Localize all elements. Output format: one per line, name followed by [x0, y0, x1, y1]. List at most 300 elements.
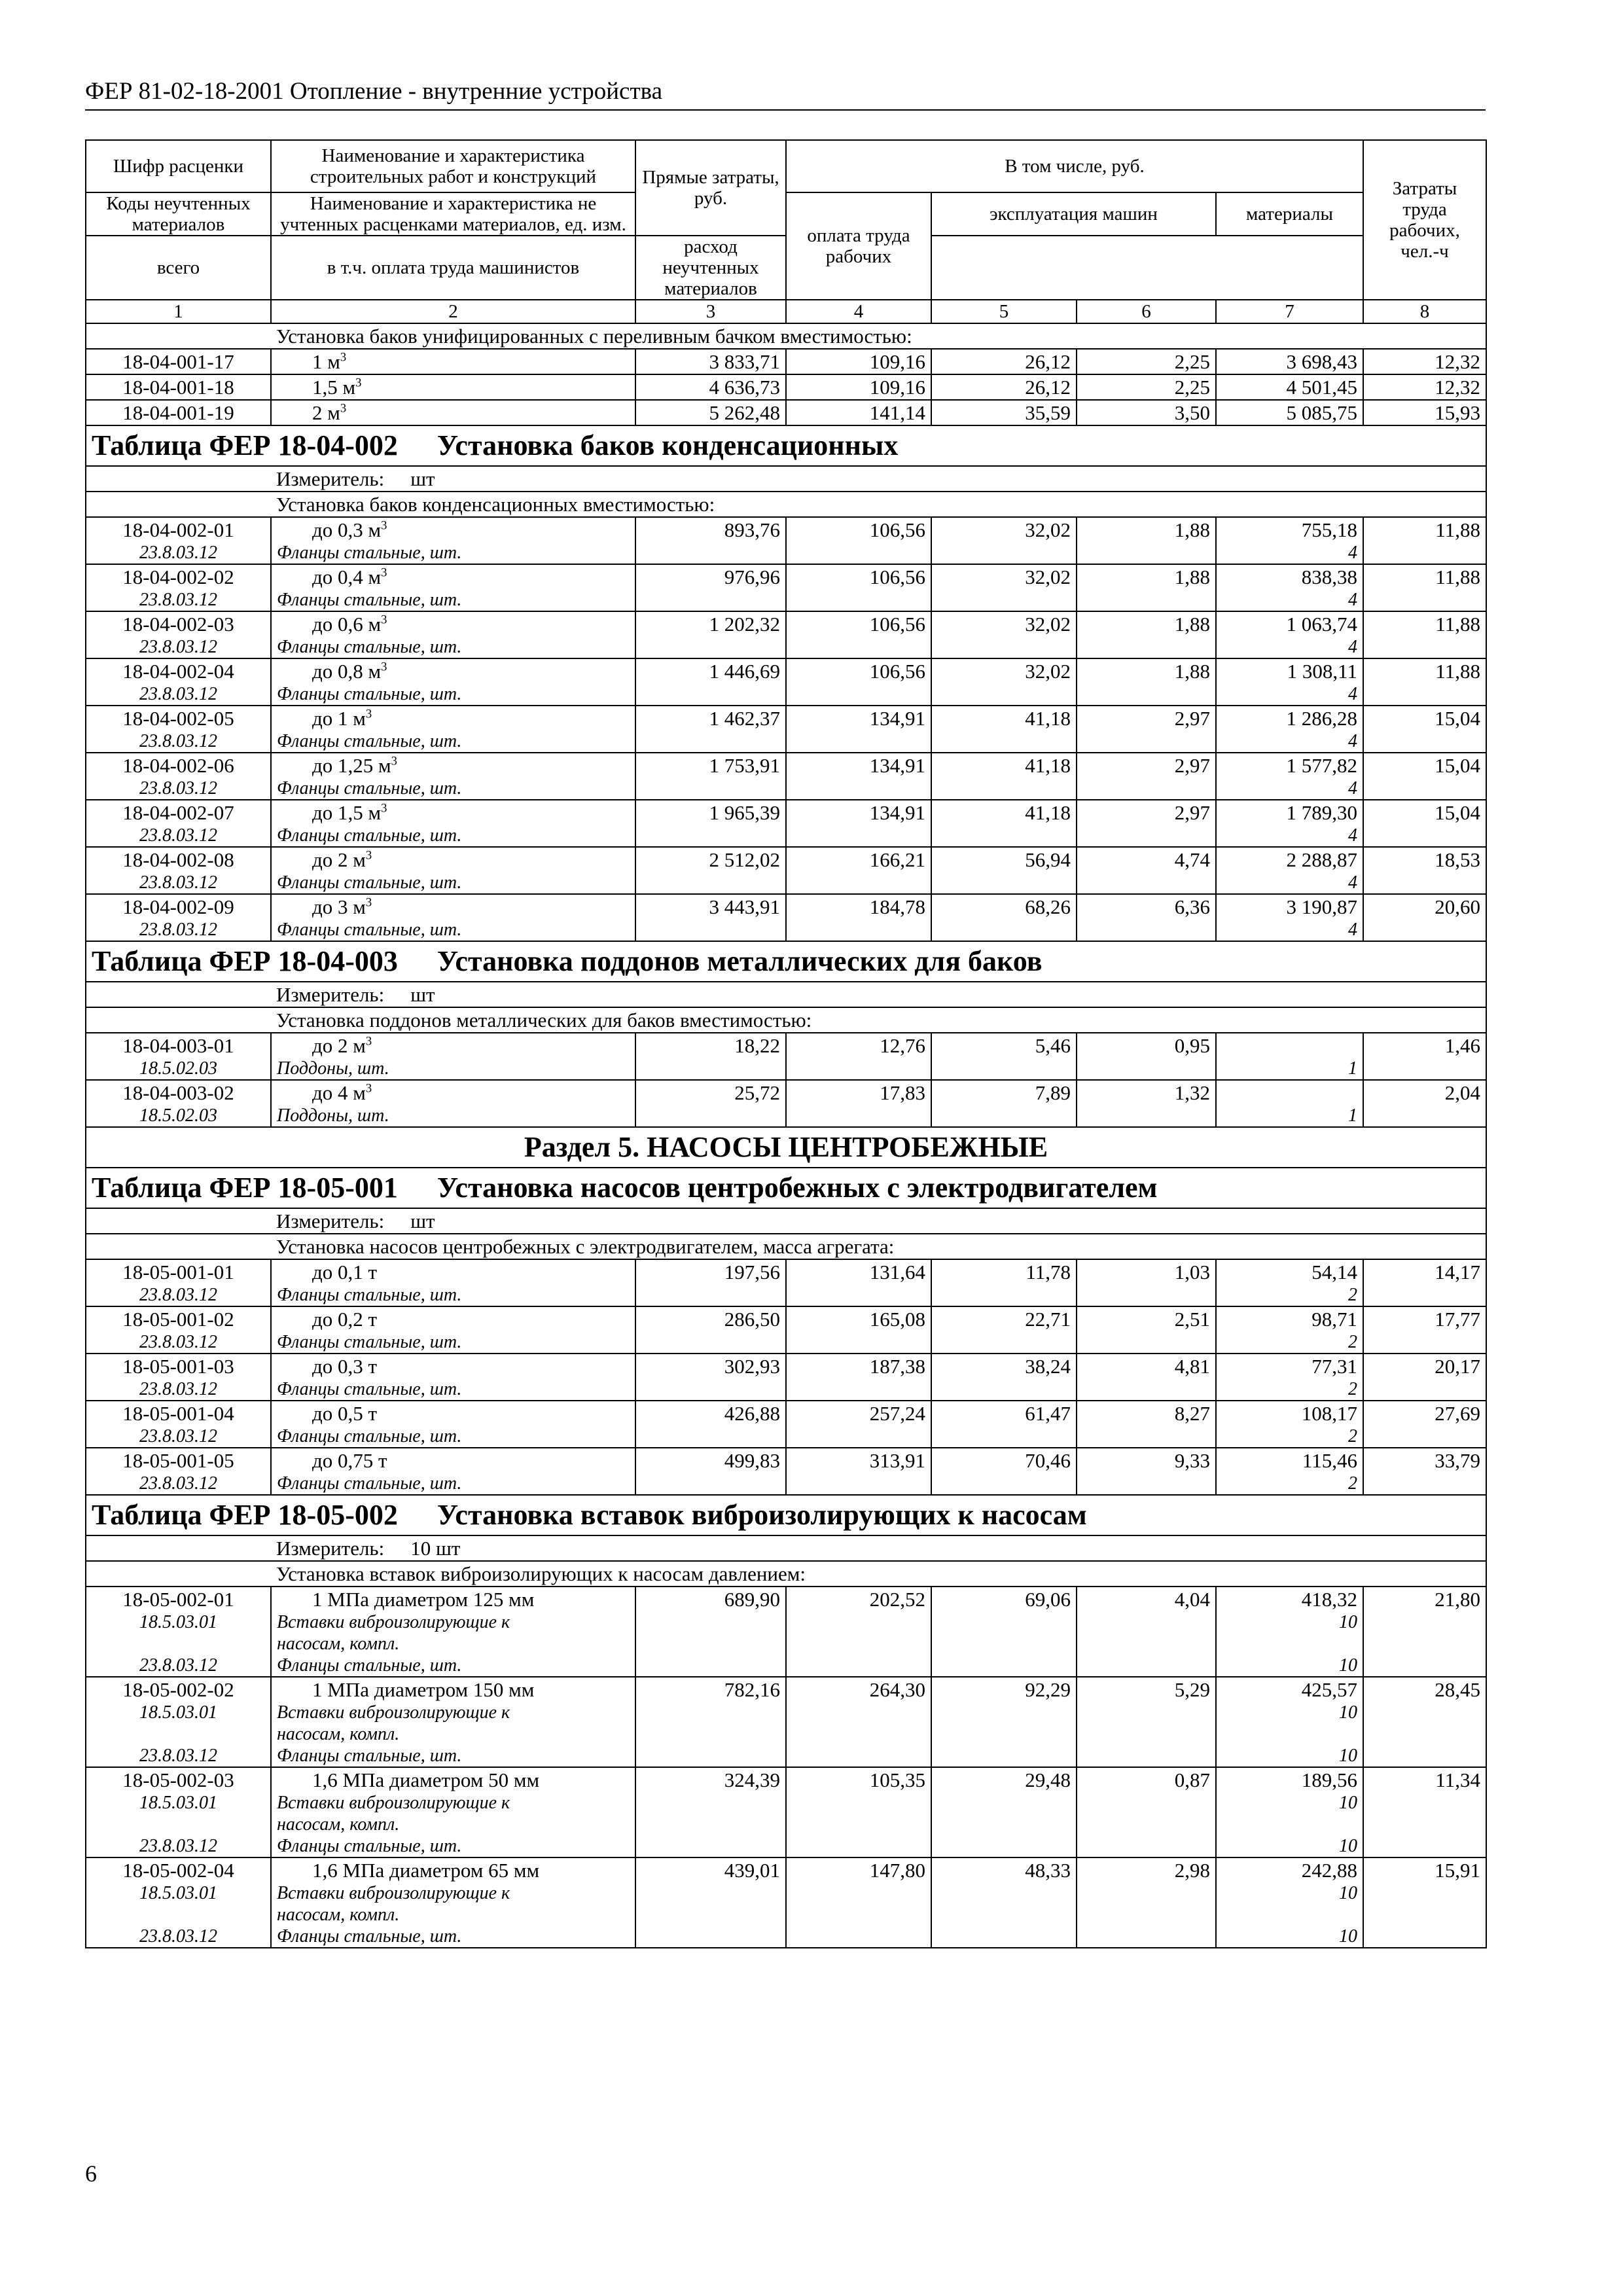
- labor: 12,32: [1363, 349, 1486, 374]
- material-qty: 4: [1216, 919, 1363, 941]
- material-name: Фланцы стальные, шт.: [271, 1331, 635, 1354]
- wage: 106,56: [786, 564, 931, 589]
- empty-cell: [931, 872, 1077, 894]
- empty-cell: [786, 1633, 931, 1655]
- rate-name: [271, 894, 635, 919]
- material-name: Фланцы стальные, шт.: [271, 683, 635, 706]
- material-code: 18.5.02.03: [86, 1058, 271, 1080]
- colnum: 8: [1363, 300, 1486, 323]
- materials: 1 308,11: [1216, 658, 1363, 683]
- empty-cell: [1077, 1702, 1216, 1723]
- empty-cell: [786, 1058, 931, 1080]
- material-code: 18.5.03.01: [86, 1882, 271, 1904]
- empty-cell: [1363, 1926, 1486, 1948]
- head-machines: эксплуатация машин: [931, 192, 1216, 236]
- material-row: [86, 919, 1486, 941]
- empty-cell: [931, 1814, 1077, 1835]
- material-row: [86, 1058, 1486, 1080]
- empty-cell: [1077, 872, 1216, 894]
- table-title-row: [86, 425, 1486, 466]
- head-incl: В том числе, руб.: [786, 140, 1363, 192]
- table-title: [86, 1168, 1486, 1208]
- material-qty: 10: [1216, 1882, 1363, 1904]
- head-codes-mat: Коды неучтенных материалов: [86, 192, 271, 236]
- machinist-wage: 4,81: [1077, 1354, 1216, 1378]
- wage: 109,16: [786, 349, 931, 374]
- machines-total: 61,47: [931, 1401, 1077, 1426]
- material-name: Фланцы стальные, шт.: [271, 542, 635, 564]
- empty-cell: [786, 778, 931, 800]
- material-code: 23.8.03.12: [86, 1926, 271, 1948]
- rate-name-sup: 3: [365, 895, 372, 910]
- empty-cell: [1077, 1058, 1216, 1080]
- rate-name: [271, 1033, 635, 1058]
- rate-name-sup: 3: [381, 613, 387, 627]
- wage: 184,78: [786, 894, 931, 919]
- subheader: Установка поддонов металлических для баков вместимостью:: [86, 1007, 1486, 1033]
- direct-cost: 1 446,69: [635, 658, 786, 683]
- direct-cost: 499,83: [635, 1448, 786, 1473]
- materials: 115,46: [1216, 1448, 1363, 1473]
- empty-cell: [1363, 1426, 1486, 1448]
- empty-cell: [786, 683, 931, 706]
- material-row: [86, 1702, 1486, 1723]
- direct-cost: 893,76: [635, 517, 786, 542]
- rate-name: [271, 658, 635, 683]
- wage: 166,21: [786, 847, 931, 872]
- empty-cell: [635, 1745, 786, 1767]
- wage: 109,16: [786, 374, 931, 400]
- table-code: Таблица ФЕР 18-05-001: [92, 1172, 398, 1204]
- rate-name-sup: 3: [340, 401, 347, 416]
- materials: 98,71: [1216, 1306, 1363, 1331]
- labor: 11,88: [1363, 658, 1486, 683]
- empty-cell: [635, 636, 786, 658]
- wage: 202,52: [786, 1587, 931, 1611]
- wage: 17,83: [786, 1080, 931, 1105]
- material-qty: 2: [1216, 1378, 1363, 1401]
- rate-name: [271, 1306, 635, 1331]
- wage: 106,56: [786, 517, 931, 542]
- table-row: [86, 611, 1486, 636]
- empty-cell: [1363, 1702, 1486, 1723]
- rate-name-text: 1,5 м: [312, 376, 356, 399]
- machines-total: 32,02: [931, 564, 1077, 589]
- material-row: [86, 1611, 1486, 1633]
- rate-code: 18-04-002-03: [86, 611, 271, 636]
- empty-cell: [786, 1702, 931, 1723]
- head-materials: материалы: [1216, 192, 1363, 236]
- material-name: Фланцы стальные, шт.: [271, 1426, 635, 1448]
- material-qty: 10: [1216, 1702, 1363, 1723]
- empty-cell: [1363, 1058, 1486, 1080]
- subheader: Установка баков унифицированных с переливным бачком вместимостью:: [86, 323, 1486, 349]
- materials: 838,38: [1216, 564, 1363, 589]
- labor: 2,04: [1363, 1080, 1486, 1105]
- empty-cell: [1077, 1655, 1216, 1677]
- empty-cell: [635, 1611, 786, 1633]
- empty-cell: [786, 1655, 931, 1677]
- materials: 189,56: [1216, 1767, 1363, 1792]
- labor: 15,04: [1363, 706, 1486, 730]
- empty-cell: [1363, 1814, 1486, 1835]
- empty-cell: [635, 1284, 786, 1306]
- rate-code: 18-04-002-01: [86, 517, 271, 542]
- material-code: 23.8.03.12: [86, 919, 271, 941]
- rate-name-sup: 3: [381, 565, 387, 580]
- subheader: Установка насосов центробежных с электродвигателем, масса агрегата:: [86, 1234, 1486, 1259]
- empty-cell: [786, 919, 931, 941]
- head-direct: Прямые затраты, руб.: [635, 140, 786, 236]
- material-qty: 2: [1216, 1284, 1363, 1306]
- rate-name-sup: 3: [381, 801, 387, 816]
- empty-cell: [931, 1904, 1077, 1926]
- material-row: [86, 589, 1486, 611]
- machines-total: 48,33: [931, 1857, 1077, 1882]
- material-name: Фланцы стальные, шт.: [271, 778, 635, 800]
- empty-cell: [931, 1426, 1077, 1448]
- material-row: [86, 1473, 1486, 1495]
- machines-total: 5,46: [931, 1033, 1077, 1058]
- material-row: [86, 542, 1486, 564]
- rate-name-text: до 1,25 м: [312, 754, 391, 777]
- rate-code: 18-05-001-01: [86, 1259, 271, 1284]
- empty-cell: [635, 1105, 786, 1127]
- materials: 3 698,43: [1216, 349, 1363, 374]
- material-name: Фланцы стальные, шт.: [271, 636, 635, 658]
- table-row: [86, 847, 1486, 872]
- rate-name: [271, 847, 635, 872]
- rate-name-text: до 2 м: [312, 848, 366, 871]
- empty-cell: [786, 1882, 931, 1904]
- materials: 1 789,30: [1216, 800, 1363, 825]
- empty-cell: [635, 1378, 786, 1401]
- empty-cell: [635, 1331, 786, 1354]
- material-name: Фланцы стальные, шт.: [271, 589, 635, 611]
- material-name: насосам, компл.: [271, 1723, 635, 1745]
- rate-code: 18-04-002-08: [86, 847, 271, 872]
- machines-total: 22,71: [931, 1306, 1077, 1331]
- direct-cost: 4 636,73: [635, 374, 786, 400]
- empty-cell: [931, 1835, 1077, 1857]
- empty-cell: [635, 542, 786, 564]
- rate-name-text: до 0,8 м: [312, 660, 382, 683]
- table-title: [86, 425, 1486, 466]
- rate-name-text: 1 м: [312, 350, 340, 373]
- colnum: 2: [271, 300, 635, 323]
- colnum: 1: [86, 300, 271, 323]
- table-row: [86, 1080, 1486, 1105]
- materials: 5 085,75: [1216, 400, 1363, 425]
- material-name: Поддоны, шт.: [271, 1058, 635, 1080]
- material-name: Вставки виброизолирующие к: [271, 1792, 635, 1814]
- empty-cell: [931, 1378, 1077, 1401]
- empty-cell: [1077, 1814, 1216, 1835]
- rate-name-sup: 3: [391, 754, 397, 768]
- empty-cell: [1363, 778, 1486, 800]
- measure-row: [86, 466, 1486, 492]
- page-header: ФЕР 81-02-18-2001 Отопление - внутренние устройства: [85, 77, 1486, 111]
- direct-cost: 1 753,91: [635, 753, 786, 778]
- empty-cell: [786, 1331, 931, 1354]
- machinist-wage: 4,04: [1077, 1587, 1216, 1611]
- empty-cell: [1077, 730, 1216, 753]
- material-code: [86, 1633, 271, 1655]
- rate-name-text: 1,6 МПа диаметром 50 мм: [312, 1768, 540, 1791]
- measure-unit: шт: [410, 983, 435, 1006]
- material-code: 23.8.03.12: [86, 825, 271, 847]
- head-wage: оплата труда рабочих: [786, 192, 931, 300]
- empty-cell: [635, 1702, 786, 1723]
- machinist-wage: 2,97: [1077, 800, 1216, 825]
- materials: 755,18: [1216, 517, 1363, 542]
- machines-total: 35,59: [931, 400, 1077, 425]
- material-code: 23.8.03.12: [86, 1745, 271, 1767]
- wage: 134,91: [786, 800, 931, 825]
- material-row: [86, 1284, 1486, 1306]
- empty-cell: [931, 1926, 1077, 1948]
- rate-code: 18-04-001-18: [86, 374, 271, 400]
- rate-name: [271, 564, 635, 589]
- material-code: 23.8.03.12: [86, 683, 271, 706]
- empty-cell: [1077, 1331, 1216, 1354]
- material-row: [86, 636, 1486, 658]
- rate-code: 18-04-001-19: [86, 400, 271, 425]
- direct-cost: 426,88: [635, 1401, 786, 1426]
- empty-cell: [1363, 825, 1486, 847]
- rate-code: 18-04-001-17: [86, 349, 271, 374]
- empty-cell: [931, 1723, 1077, 1745]
- rate-name: [271, 1767, 635, 1792]
- rate-name-text: до 0,1 т: [312, 1261, 378, 1283]
- wage: 134,91: [786, 706, 931, 730]
- wage: 106,56: [786, 658, 931, 683]
- table-name: Установка насосов центробежных с электродвигателем: [437, 1172, 1158, 1204]
- material-name: Фланцы стальные, шт.: [271, 1473, 635, 1495]
- machines-total: 38,24: [931, 1354, 1077, 1378]
- rate-name-sup: 3: [355, 376, 362, 390]
- direct-cost: 324,39: [635, 1767, 786, 1792]
- table-row: [86, 658, 1486, 683]
- materials: 1 577,82: [1216, 753, 1363, 778]
- materials: 77,31: [1216, 1354, 1363, 1378]
- table-row: [86, 1259, 1486, 1284]
- rate-name: [271, 1401, 635, 1426]
- labor: 33,79: [1363, 1448, 1486, 1473]
- labor: 14,17: [1363, 1259, 1486, 1284]
- table-name: Установка вставок виброизолирующих к насосам: [437, 1499, 1087, 1531]
- rate-name-sup: 3: [381, 660, 387, 674]
- machinist-wage: 5,29: [1077, 1677, 1216, 1702]
- empty-cell: [1363, 542, 1486, 564]
- table-row: [86, 1354, 1486, 1378]
- machines-total: 32,02: [931, 658, 1077, 683]
- material-code: [86, 1723, 271, 1745]
- material-qty: [1216, 1633, 1363, 1655]
- labor: 20,60: [1363, 894, 1486, 919]
- empty-cell: [1077, 1835, 1216, 1857]
- measure: [86, 1208, 1486, 1234]
- empty-cell: [1077, 1792, 1216, 1814]
- wage: 147,80: [786, 1857, 931, 1882]
- rate-code: 18-05-001-05: [86, 1448, 271, 1473]
- table-row: [86, 800, 1486, 825]
- table-row: [86, 706, 1486, 730]
- subheader: Установка вставок виброизолирующих к насосам давлением:: [86, 1561, 1486, 1587]
- material-row: [86, 1792, 1486, 1814]
- measure: [86, 982, 1486, 1007]
- direct-cost: 302,93: [635, 1354, 786, 1378]
- labor: 1,46: [1363, 1033, 1486, 1058]
- table-row: [86, 1033, 1486, 1058]
- rate-name-text: до 1 м: [312, 707, 366, 730]
- direct-cost: 1 965,39: [635, 800, 786, 825]
- empty-cell: [1363, 1655, 1486, 1677]
- table-row: [86, 1448, 1486, 1473]
- rate-name: [271, 611, 635, 636]
- material-name: Вставки виброизолирующие к: [271, 1882, 635, 1904]
- rate-name-text: до 0,2 т: [312, 1308, 378, 1331]
- direct-cost: 1 202,32: [635, 611, 786, 636]
- labor: 15,04: [1363, 753, 1486, 778]
- labor: 15,04: [1363, 800, 1486, 825]
- measure-unit: шт: [410, 1210, 435, 1232]
- empty-cell: [786, 1284, 931, 1306]
- material-row: [86, 1331, 1486, 1354]
- material-code: 23.8.03.12: [86, 872, 271, 894]
- wage: 165,08: [786, 1306, 931, 1331]
- empty-cell: [931, 825, 1077, 847]
- table-row: [86, 517, 1486, 542]
- material-code: 18.5.03.01: [86, 1702, 271, 1723]
- material-qty: 10: [1216, 1611, 1363, 1633]
- table-title-row: [86, 1495, 1486, 1535]
- machines-total: 41,18: [931, 800, 1077, 825]
- machinist-wage: 1,88: [1077, 564, 1216, 589]
- head-total: всего: [86, 236, 271, 300]
- labor: 21,80: [1363, 1587, 1486, 1611]
- rate-code: 18-04-002-06: [86, 753, 271, 778]
- empty-cell: [931, 919, 1077, 941]
- material-code: 18.5.03.01: [86, 1611, 271, 1633]
- machinist-wage: 1,32: [1077, 1080, 1216, 1105]
- measure-unit: шт: [410, 467, 435, 490]
- material-qty: 10: [1216, 1926, 1363, 1948]
- material-row: [86, 1745, 1486, 1767]
- empty-cell: [635, 1426, 786, 1448]
- subheader: Установка баков конденсационных вместимостью:: [86, 492, 1486, 517]
- machinist-wage: 1,88: [1077, 517, 1216, 542]
- machines-total: 56,94: [931, 847, 1077, 872]
- rate-name: [271, 800, 635, 825]
- empty-cell: [1077, 825, 1216, 847]
- direct-cost: 689,90: [635, 1587, 786, 1611]
- subheader-row: [86, 1561, 1486, 1587]
- machines-total: 92,29: [931, 1677, 1077, 1702]
- measure-label: Измеритель:: [276, 983, 385, 1006]
- empty-cell: [931, 1058, 1077, 1080]
- empty-cell: [931, 1792, 1077, 1814]
- empty-cell: [786, 589, 931, 611]
- material-code: 23.8.03.12: [86, 1284, 271, 1306]
- empty-cell: [786, 1904, 931, 1926]
- rate-name-sup: 3: [365, 1034, 372, 1049]
- material-code: 23.8.03.12: [86, 1426, 271, 1448]
- empty-cell: [635, 1792, 786, 1814]
- direct-cost: 2 512,02: [635, 847, 786, 872]
- material-row: [86, 1378, 1486, 1401]
- material-row: [86, 825, 1486, 847]
- empty-cell: [786, 1926, 931, 1948]
- subheader-row: [86, 492, 1486, 517]
- rate-code: 18-05-002-01: [86, 1587, 271, 1611]
- rate-name-text: 1 МПа диаметром 125 мм: [312, 1588, 535, 1611]
- measure-row: [86, 1208, 1486, 1234]
- direct-cost: 439,01: [635, 1857, 786, 1882]
- machinist-wage: 0,87: [1077, 1767, 1216, 1792]
- rate-code: 18-04-003-01: [86, 1033, 271, 1058]
- material-qty: 2: [1216, 1426, 1363, 1448]
- rates-table: [85, 139, 1487, 1948]
- empty-cell: [1077, 919, 1216, 941]
- material-row: [86, 1926, 1486, 1948]
- direct-cost: 3 833,71: [635, 349, 786, 374]
- empty-cell: [1363, 1835, 1486, 1857]
- table-row: [86, 1677, 1486, 1702]
- material-qty: 4: [1216, 778, 1363, 800]
- labor: 28,45: [1363, 1677, 1486, 1702]
- labor: 27,69: [1363, 1401, 1486, 1426]
- empty-cell: [635, 1723, 786, 1745]
- table-row: [86, 1401, 1486, 1426]
- machines-total: 70,46: [931, 1448, 1077, 1473]
- rate-name-text: до 2 м: [312, 1034, 366, 1057]
- material-name: Фланцы стальные, шт.: [271, 1284, 635, 1306]
- empty-cell: [635, 1904, 786, 1926]
- material-qty: [1216, 1723, 1363, 1745]
- materials: 425,57: [1216, 1677, 1363, 1702]
- machinist-wage: 2,97: [1077, 706, 1216, 730]
- machines-total: 32,02: [931, 611, 1077, 636]
- direct-cost: 18,22: [635, 1033, 786, 1058]
- rate-code: 18-05-001-02: [86, 1306, 271, 1331]
- material-code: 23.8.03.12: [86, 1835, 271, 1857]
- table-row: [86, 1306, 1486, 1331]
- material-code: 23.8.03.12: [86, 1473, 271, 1495]
- machinist-wage: 1,88: [1077, 658, 1216, 683]
- table-row: [86, 374, 1486, 400]
- machinist-wage: 9,33: [1077, 1448, 1216, 1473]
- table-code: Таблица ФЕР 18-04-003: [92, 945, 398, 977]
- table-row: [86, 753, 1486, 778]
- rate-name-sup: 3: [340, 350, 347, 365]
- material-code: 23.8.03.12: [86, 730, 271, 753]
- rate-name-text: до 0,6 м: [312, 613, 382, 636]
- rate-name-text: до 0,3 т: [312, 1355, 378, 1378]
- material-name: Фланцы стальные, шт.: [271, 1926, 635, 1948]
- material-code: 23.8.03.12: [86, 636, 271, 658]
- empty-cell: [931, 730, 1077, 753]
- empty-cell: [635, 825, 786, 847]
- empty-cell: [635, 1473, 786, 1495]
- material-qty: 10: [1216, 1792, 1363, 1814]
- labor: 11,88: [1363, 517, 1486, 542]
- material-name: Фланцы стальные, шт.: [271, 872, 635, 894]
- measure-row: [86, 982, 1486, 1007]
- rate-code: 18-04-002-05: [86, 706, 271, 730]
- measure: [86, 466, 1486, 492]
- empty-cell: [1363, 589, 1486, 611]
